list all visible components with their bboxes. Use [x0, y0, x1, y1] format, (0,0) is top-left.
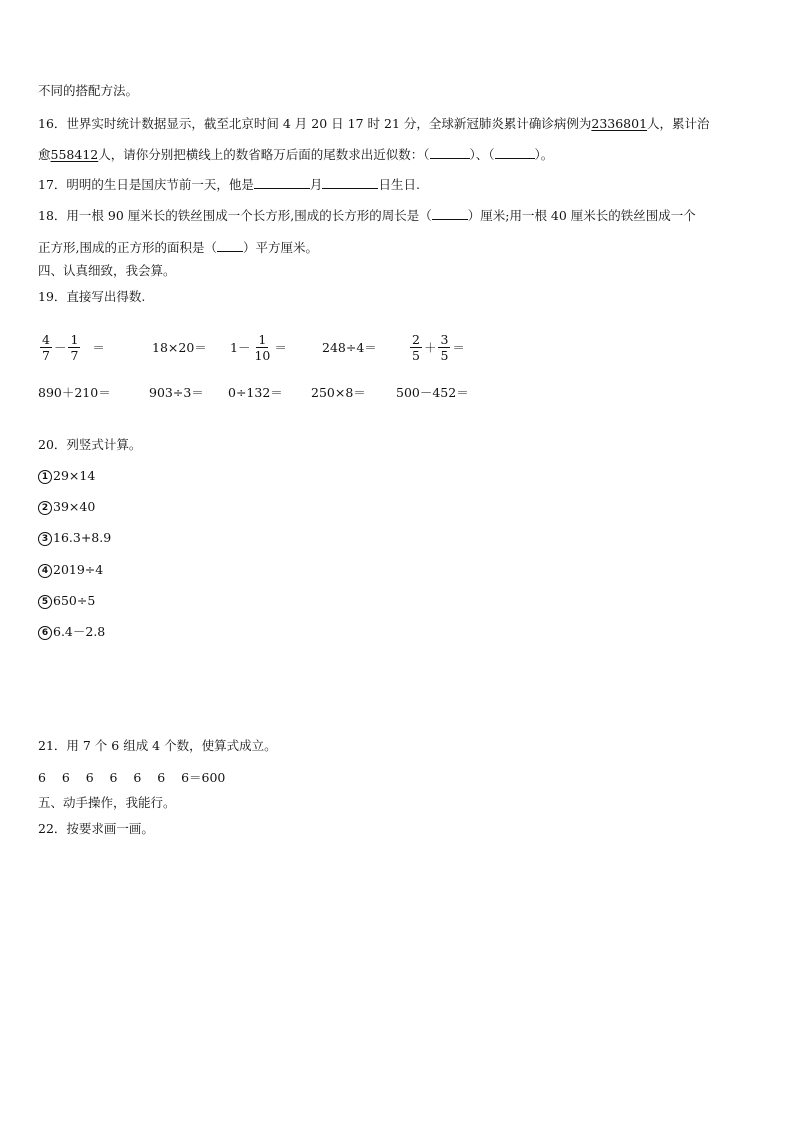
q19-expr-7: 903÷3＝	[149, 385, 204, 400]
question-16-line2	[38, 147, 553, 163]
q19-expr-4: 248÷4＝	[322, 340, 377, 355]
question-18-line2	[38, 240, 318, 256]
q19-expr-5: $\frac{2}{5}$ ＋ $\frac{3}{5}$ ＝	[412, 331, 465, 363]
question-20-title: 20．列竖式计算。	[38, 437, 142, 452]
q20-item-5: 5 650÷5	[38, 593, 95, 609]
q17-month-blank[interactable]	[254, 177, 310, 189]
intro-tail: 不同的搭配方法。	[38, 83, 139, 98]
fraction-2-5: $\frac{2}{5}$	[412, 331, 420, 363]
q20-item-1: 1 29×14	[38, 468, 95, 484]
section-4-heading: 四、认真细致，我会算。	[38, 263, 176, 278]
q19-expr-1: $\frac{4}{7}$ － $\frac{1}{7}$ ＝	[42, 331, 105, 363]
circled-number-1: 1	[38, 470, 52, 484]
fraction-4-7: $\frac{4}{7}$	[42, 331, 50, 363]
question-17	[38, 177, 420, 193]
q20-item-3: 3 16.3+8.9	[38, 530, 111, 546]
question-22: 22．按要求画一画。	[38, 821, 154, 836]
q18-text-d: ）平方厘米。	[242, 240, 318, 255]
q20-item-6: 6 6.4－2.8	[38, 624, 105, 640]
question-21-title: 21．用 7 个 6 组成 4 个数，使算式成立。	[38, 738, 277, 753]
q16-answer-blank-1[interactable]	[430, 147, 470, 159]
q19-expr-10: 500－452＝	[396, 385, 469, 400]
circled-number-2: 2	[38, 501, 52, 515]
q16-text-b: 人，累计治	[647, 116, 710, 131]
section-5-heading: 五、动手操作，我能行。	[38, 795, 176, 810]
q16-text-c: 愈	[38, 147, 51, 162]
fraction-3-5: $\frac{3}{5}$	[440, 331, 449, 363]
q19-row-1	[38, 327, 758, 367]
circled-number-3: 3	[38, 532, 52, 546]
circled-number-6: 6	[38, 626, 52, 640]
q19-expr-8: 0÷132＝	[228, 385, 283, 400]
q19-expr-2: 18×20＝	[152, 340, 207, 355]
q20-item-4: 4 2019÷4	[38, 562, 103, 578]
q18-text-a: 18．用一根 90 厘米长的铁丝围成一个长方形,围成的长方形的周长是（	[38, 208, 432, 223]
q18-area-blank[interactable]	[217, 240, 243, 252]
q18-text-c: 正方形,围成的正方形的面积是（	[38, 240, 217, 255]
q19-expr-6: 890＋210＝	[38, 385, 111, 400]
q19-expr-9: 250×8＝	[311, 385, 366, 400]
q16-cured-number: 558412	[50, 147, 99, 162]
question-16-line1	[38, 116, 710, 132]
q17-day-blank[interactable]	[322, 177, 378, 189]
q19-expr-3: 1－ $\frac{1}{10}$ ＝	[230, 331, 287, 363]
q18-perimeter-blank[interactable]	[432, 208, 468, 220]
q17-text-c: 日生日.	[378, 177, 420, 192]
q16-text-a: 16．世界实时统计数据显示，截至北京时间 4 月 20 日 17 时 21 分，全球新冠肺炎累计确诊病例为	[38, 116, 592, 131]
q17-text-b: 月	[309, 177, 323, 192]
q19-row-2	[38, 385, 758, 403]
fraction-1-10: $\frac{1}{10}$	[254, 331, 271, 363]
fraction-1-7: $\frac{1}{7}$	[70, 331, 79, 363]
q16-answer-blank-2[interactable]	[495, 147, 535, 159]
circled-number-4: 4	[38, 564, 52, 578]
q20-item-2: 2 39×40	[38, 499, 95, 515]
q17-text-a: 17．明明的生日是国庆节前一天，他是	[38, 177, 254, 192]
q21-expression: 6 6 6 6 6 6 6＝600	[38, 770, 226, 785]
question-18-line1	[38, 208, 696, 224]
circled-number-5: 5	[38, 595, 52, 609]
q16-confirmed-number: 2336801	[591, 116, 648, 131]
question-19-title: 19．直接写出得数.	[38, 289, 146, 304]
q18-text-b: ）厘米;用一根 40 厘米长的铁丝围成一个	[467, 208, 696, 223]
q16-text-f: ）。	[534, 147, 554, 162]
q16-text-e: ）、（	[469, 147, 495, 162]
q16-text-d: 人，请你分别把横线上的数省略万后面的尾数求出近似数：（	[98, 147, 430, 162]
